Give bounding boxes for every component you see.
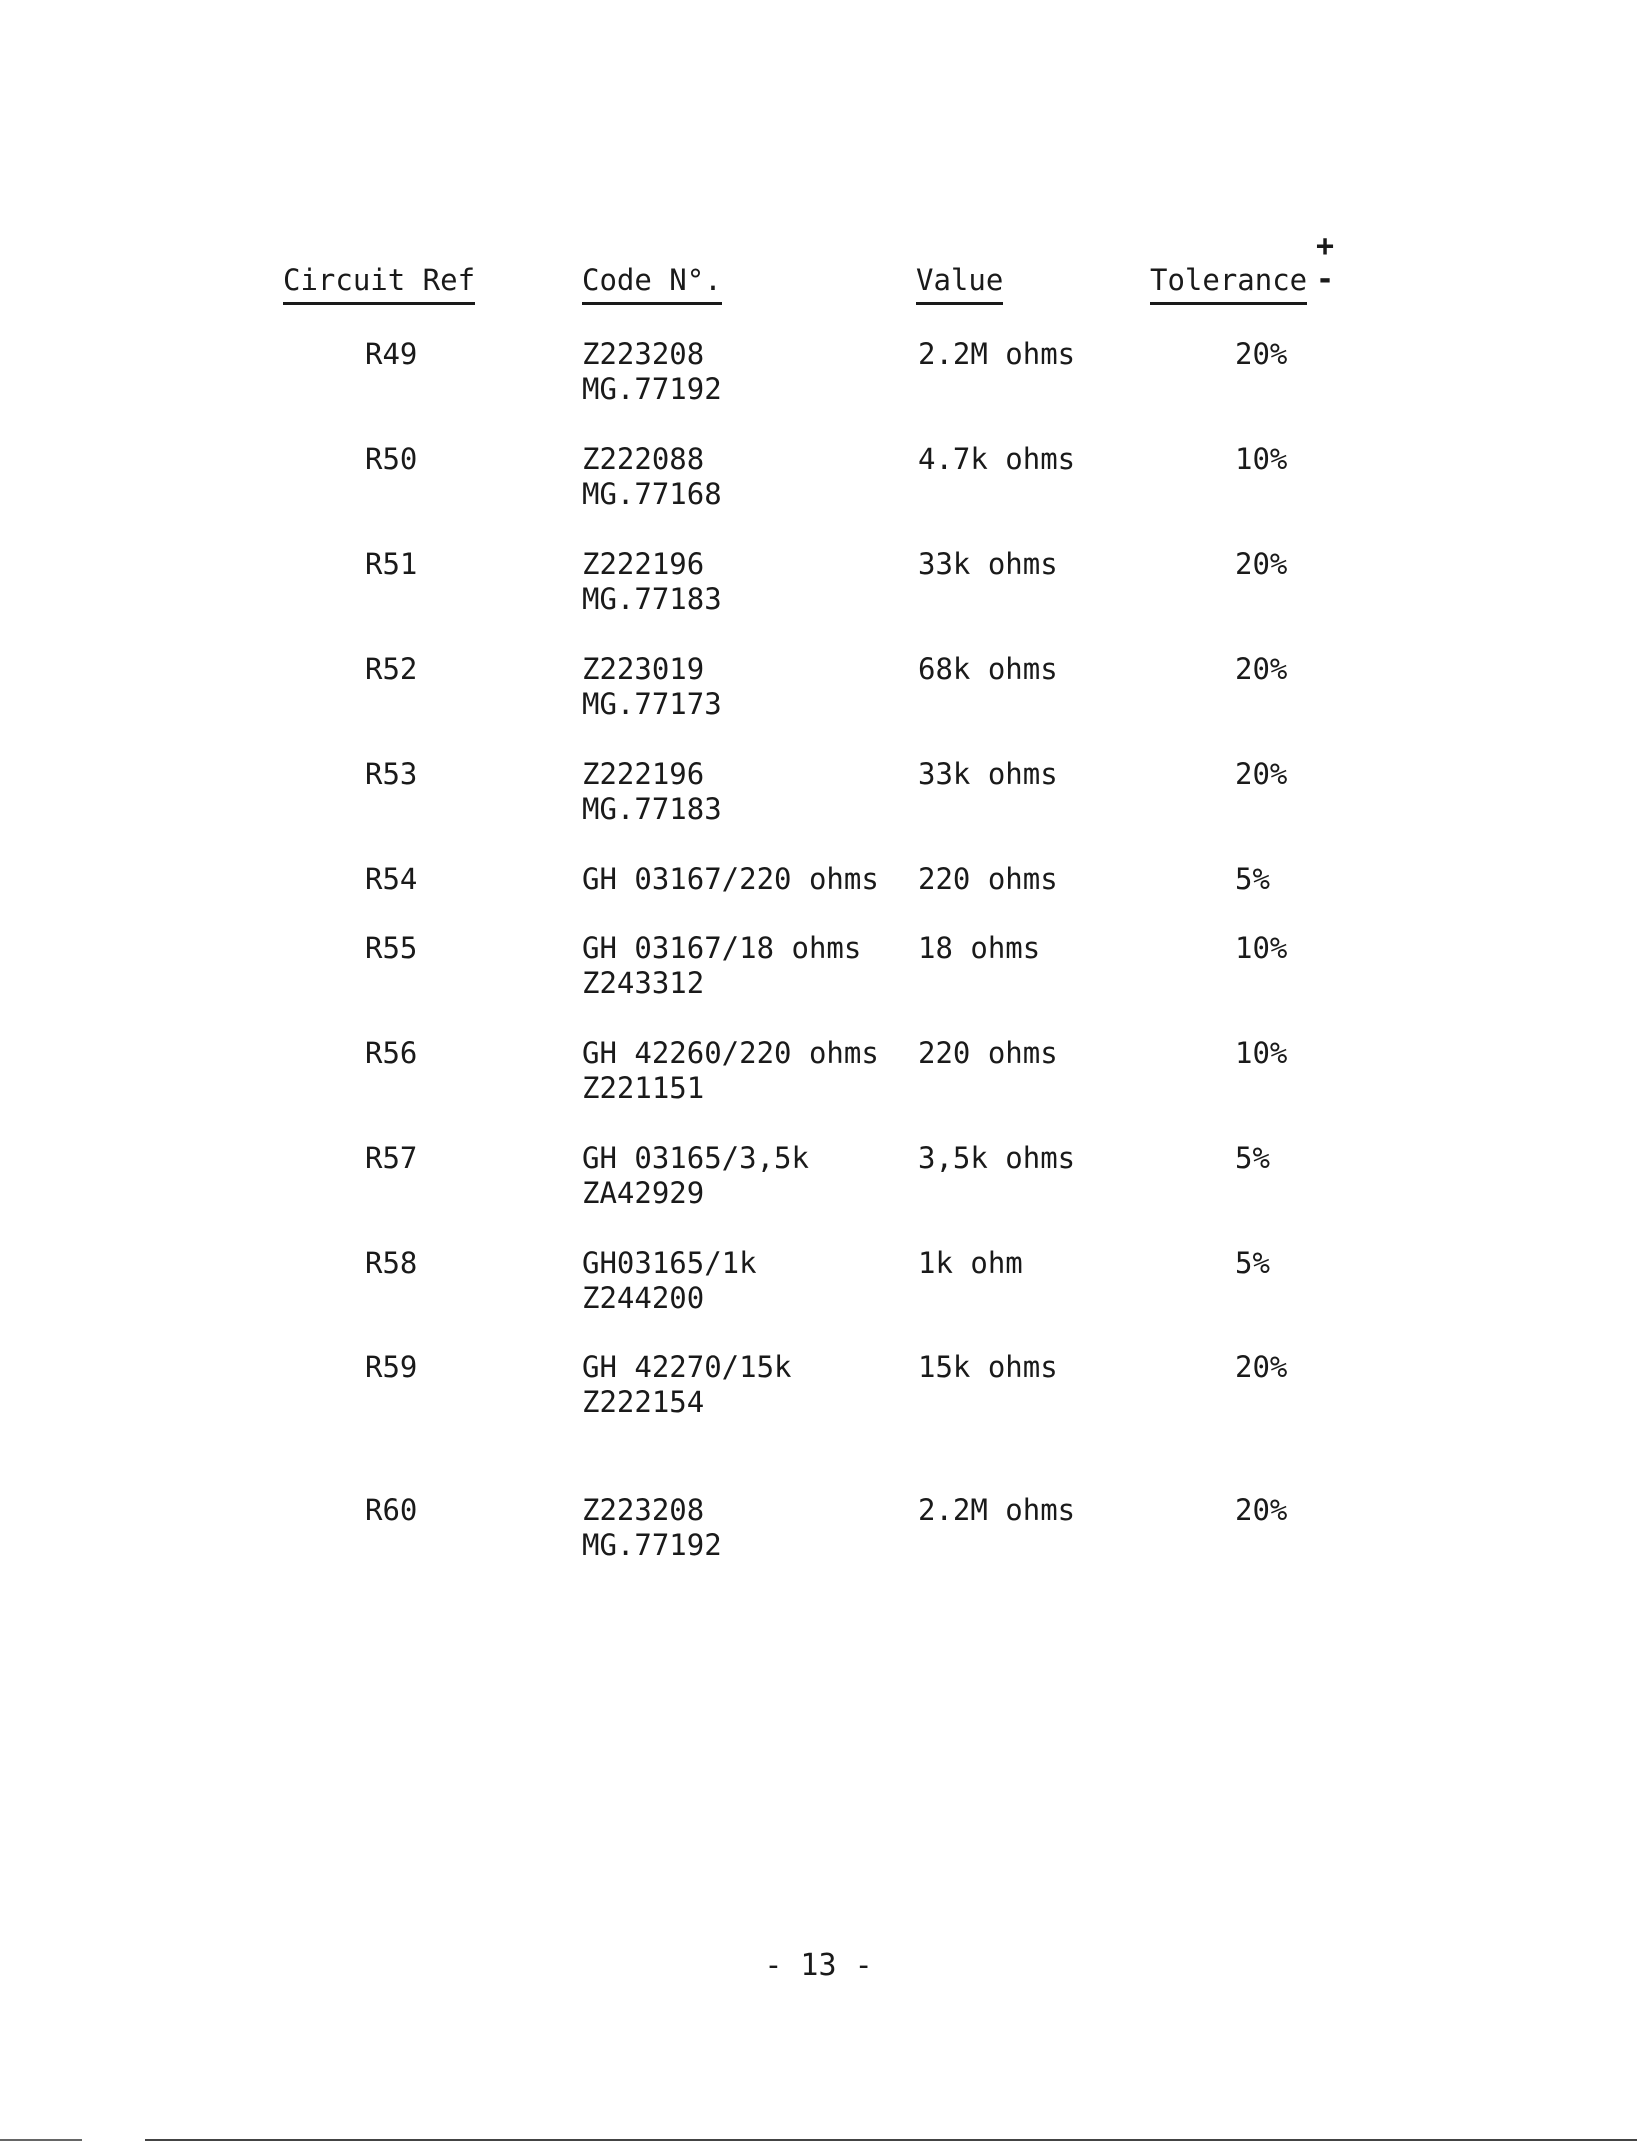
tolerance-cell: 10% [1235, 442, 1288, 476]
code-cell-line2: MG.77192 [582, 372, 722, 406]
code-cell-line2: MG.77173 [582, 687, 722, 721]
tolerance-cell: 20% [1235, 547, 1288, 581]
bottom-rule [145, 2139, 1637, 2141]
code-cell-line2: MG.77183 [582, 792, 722, 826]
code-cell-line1: GH 42260/220 ohms [582, 1036, 879, 1070]
header-value: Value [916, 262, 1003, 305]
circuit-ref-cell: R49 [365, 337, 418, 371]
code-cell-line1: GH 42270/15k [582, 1350, 792, 1384]
circuit-ref-cell: R60 [365, 1493, 418, 1527]
code-cell-line1: GH 03167/18 ohms [582, 931, 862, 965]
code-cell-line1: GH03165/1k [582, 1246, 757, 1280]
code-cell-line2: Z221151 [582, 1071, 705, 1105]
circuit-ref-cell: R53 [365, 757, 418, 791]
value-cell: 33k ohms [918, 757, 1058, 791]
value-cell: 4.7k ohms [918, 442, 1076, 476]
header-tolerance: Tolerance [1150, 262, 1307, 305]
value-cell: 2.2M ohms [918, 1493, 1076, 1527]
code-cell-line1: GH 03165/3,5k [582, 1141, 809, 1175]
value-cell: 220 ohms [918, 1036, 1058, 1070]
code-cell-line1: Z222088 [582, 442, 705, 476]
code-cell-line2: ZA42929 [582, 1176, 705, 1210]
value-cell: 68k ohms [918, 652, 1058, 686]
header-circuit-ref: Circuit Ref [283, 262, 475, 305]
code-cell-line1: GH 03167/220 ohms [582, 862, 879, 896]
code-cell-line2: MG.77192 [582, 1528, 722, 1562]
circuit-ref-cell: R50 [365, 442, 418, 476]
value-cell: 2.2M ohms [918, 337, 1076, 371]
code-cell-line2: MG.77183 [582, 582, 722, 616]
circuit-ref-cell: R57 [365, 1141, 418, 1175]
code-cell-line2: Z244200 [582, 1281, 705, 1315]
code-cell-line1: Z223019 [582, 652, 705, 686]
code-cell-line2: Z243312 [582, 966, 705, 1000]
tolerance-cell: 5% [1235, 1141, 1270, 1175]
value-cell: 1k ohm [918, 1246, 1023, 1280]
circuit-ref-cell: R56 [365, 1036, 418, 1070]
code-cell-line1: Z223208 [582, 337, 705, 371]
code-cell-line1: Z222196 [582, 757, 705, 791]
circuit-ref-cell: R59 [365, 1350, 418, 1384]
circuit-ref-cell: R58 [365, 1246, 418, 1280]
bottom-rule-left [0, 2139, 82, 2141]
code-cell-line2: MG.77168 [582, 477, 722, 511]
tolerance-cell: 10% [1235, 931, 1288, 965]
tolerance-cell: 20% [1235, 757, 1288, 791]
value-cell: 3,5k ohms [918, 1141, 1076, 1175]
value-cell: 15k ohms [918, 1350, 1058, 1384]
minus-sign: - [1315, 262, 1335, 297]
code-cell-line1: Z223208 [582, 1493, 705, 1527]
tolerance-cell: 20% [1235, 1350, 1288, 1384]
circuit-ref-cell: R52 [365, 652, 418, 686]
circuit-ref-cell: R51 [365, 547, 418, 581]
plus-sign: + [1315, 229, 1335, 264]
tolerance-cell: 20% [1235, 337, 1288, 371]
tolerance-cell: 10% [1235, 1036, 1288, 1070]
value-cell: 33k ohms [918, 547, 1058, 581]
tolerance-cell: 5% [1235, 862, 1270, 896]
page-number: - 13 - [764, 1948, 873, 1983]
tolerance-cell: 20% [1235, 1493, 1288, 1527]
plus-minus-mark [1313, 229, 1337, 297]
value-cell: 18 ohms [918, 931, 1041, 965]
circuit-ref-cell: R55 [365, 931, 418, 965]
code-cell-line2: Z222154 [582, 1385, 705, 1419]
tolerance-cell: 5% [1235, 1246, 1270, 1280]
header-code-no: Code N°. [582, 262, 722, 305]
tolerance-cell: 20% [1235, 652, 1288, 686]
value-cell: 220 ohms [918, 862, 1058, 896]
circuit-ref-cell: R54 [365, 862, 418, 896]
code-cell-line1: Z222196 [582, 547, 705, 581]
